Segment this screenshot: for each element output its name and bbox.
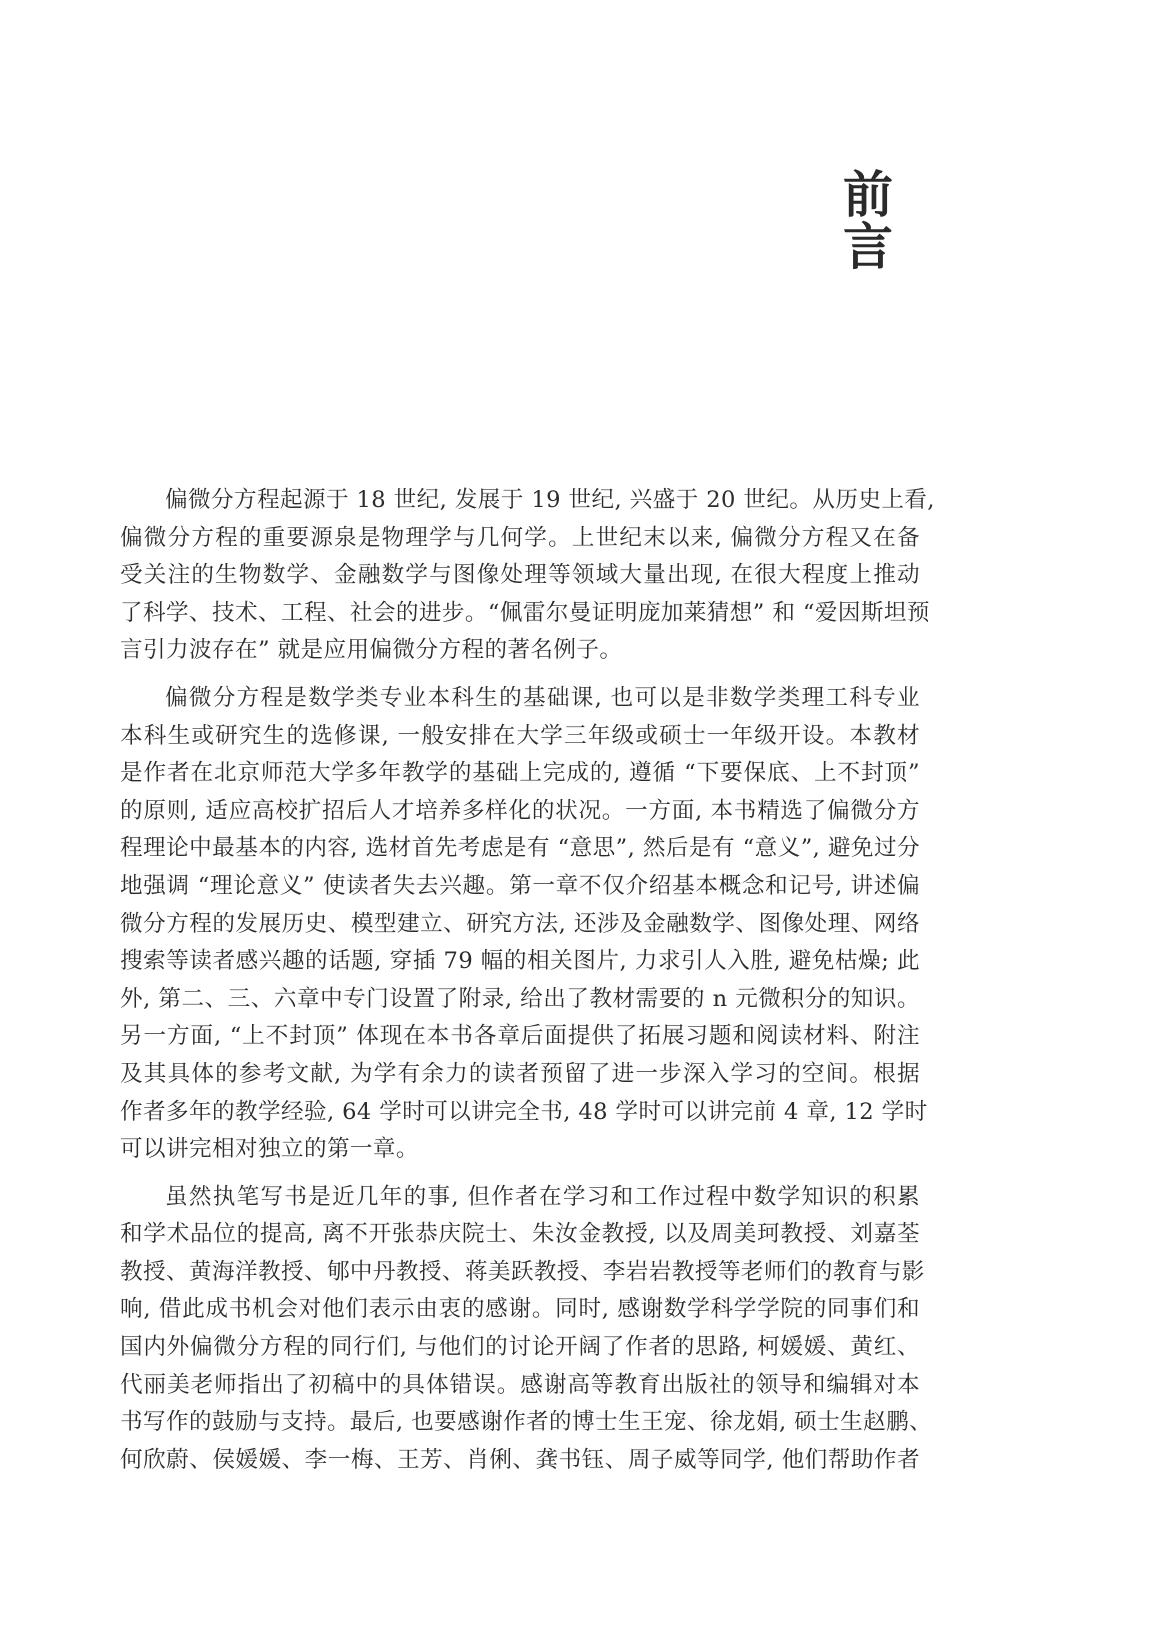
paragraph-2 [120,680,928,1169]
paragraph-1 [120,482,935,670]
text-line: 地强调 “理论意义” 使读者失去兴趣。第一章不仅介绍基本概念和记号, 讲述偏 [120,872,920,899]
text-line: 了科学、技术、工程、社会的进步。“佩雷尔曼证明庞加莱猜想” 和 “爱因斯坦预 [120,599,930,626]
text-line: 和学术品位的提高, 离不开张恭庆院士、朱汝金教授, 以及周美珂教授、刘嘉荃 [120,1221,920,1248]
text-line: 响, 借此成书机会对他们表示由衷的感谢。同时, 感谢数学科学学院的同事们和 [120,1296,920,1323]
text-line: 偏微分方程的重要源泉是物理学与几何学。上世纪末以来, 偏微分方程又在备 [120,524,920,551]
text-line: 代丽美老师指出了初稿中的具体错误。感谢高等教育出版社的领导和编辑对本 [120,1371,920,1398]
text-line: 可以讲完相对独立的第一章。 [120,1136,419,1163]
text-line: 外, 第二、三、六章中专门设置了附录, 给出了教材需要的 n 元微积分的知识。 [120,985,920,1012]
text-line: 作者多年的教学经验, 64 学时可以讲完全书, 48 学时可以讲完前 4 章, 12 学时 [120,1098,928,1125]
text-line: 教授、黄海洋教授、郇中丹教授、蒋美跃教授、李岩岩教授等老师们的教育与影 [120,1258,925,1285]
preface-body [120,482,935,1489]
text-line: 另一方面, “上不封顶” 体现在本书各章后面提供了拓展习题和阅读材料、附注 [120,1023,920,1050]
text-line: 虽然执笔写书是近几年的事, 但作者在学习和工作过程中数学知识的积累 [165,1183,920,1210]
text-line: 受关注的生物数学、金融数学与图像处理等领域大量出现, 在很大程度上推动 [120,562,920,589]
text-line: 微分方程的发展历史、模型建立、研究方法, 还涉及金融数学、图像处理、网络 [120,910,920,937]
text-line: 的原则, 适应高校扩招后人才培养多样化的状况。一方面, 本书精选了偏微分方 [120,797,920,824]
page-title: 前言 [835,168,894,272]
text-line: 搜索等读者感兴趣的话题, 穿插 79 幅的相关图片, 力求引人入胜, 避免枯燥; 此 [120,948,920,975]
text-line: 是作者在北京师范大学多年教学的基础上完成的, 遵循 “下要保底、上不封顶” [120,760,920,787]
text-line: 书写作的鼓励与支持。最后, 也要感谢作者的博士生王宠、徐龙娟, 硕士生赵鹏、 [120,1409,933,1436]
paragraph-3 [120,1179,933,1480]
text-line: 偏微分方程起源于 18 世纪, 发展于 19 世纪, 兴盛于 20 世纪。从历史上看, [165,487,935,513]
text-line: 言引力波存在” 就是应用偏微分方程的著名例子。 [120,637,623,664]
text-line: 何欣蔚、侯媛媛、李一梅、王芳、肖俐、龚书钰、周子威等同学, 他们帮助作者 [120,1446,920,1473]
text-line: 程理论中最基本的内容, 选材首先考虑是有 “意思”, 然后是有 “意义”, 避免过分 [120,835,920,862]
text-line: 本科生或研究生的选修课, 一般安排在大学三年级或硕士一年级开设。本教材 [120,722,920,749]
text-line: 偏微分方程是数学类专业本科生的基础课, 也可以是非数学类理工科专业 [165,684,920,711]
text-line: 及其具体的参考文献, 为学有余力的读者预留了进一步深入学习的空间。根据 [120,1060,920,1087]
text-line: 国内外偏微分方程的同行们, 与他们的讨论开阔了作者的思路, 柯媛媛、黄红、 [120,1334,920,1361]
